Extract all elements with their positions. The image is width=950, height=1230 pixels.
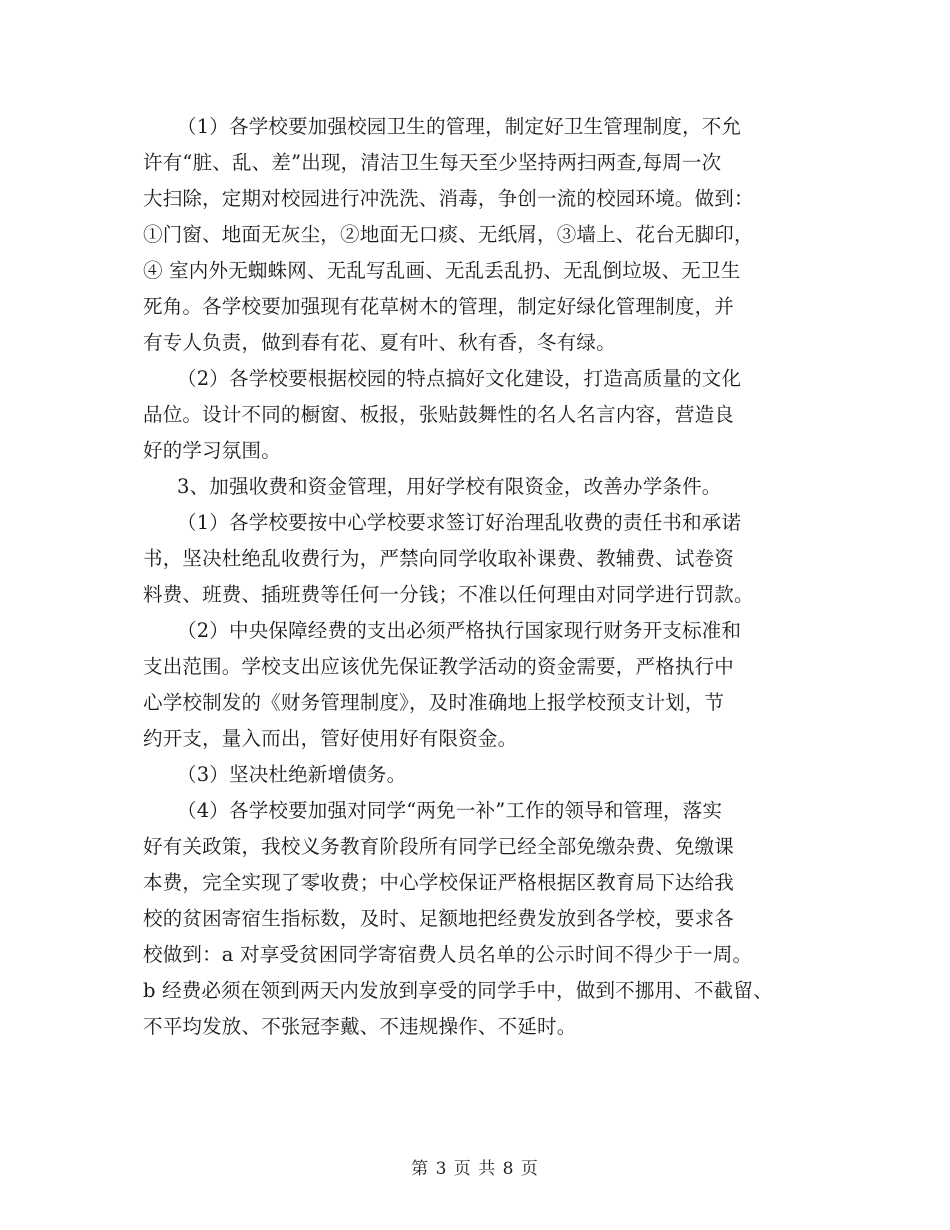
paragraph-line: 校做到：a 对享受贫困同学寄宿费人员名单的公示时间不得少于一周。	[143, 943, 753, 966]
paragraph-line: 料费、班费、插班费等任何一分钱；不准以任何理由对同学进行罚款。	[143, 583, 754, 606]
paragraph-line: 支出范围。学校支出应该优先保证教学活动的资金需要，严格执行中	[143, 655, 735, 678]
paragraph-line: 死角。各学校要加强现有花草树木的管理，制定好绿化管理制度，并	[143, 295, 735, 318]
paragraph-line: b 经费必须在领到两天内发放到享受的同学手中，做到不挪用、不截留、	[143, 979, 773, 1002]
paragraph-line: 好有关政策，我校义务教育阶段所有同学已经全部免缴杂费、免缴课	[143, 835, 735, 858]
paragraph-line: 好的学习氛围。	[143, 439, 281, 462]
paragraph-line: ①门窗、地面无灰尘，②地面无口痰、无纸屑，③墙上、花台无脚印，	[143, 223, 754, 246]
paragraph-line: （2）中央保障经费的支出必须严格执行国家现行财务开支标准和	[177, 619, 742, 642]
paragraph-line: 本费，完全实现了零收费；中心学校保证严格根据区教育局下达给我	[143, 871, 735, 894]
page-number-footer: 第 3 页 共 8 页	[411, 1159, 539, 1179]
section-heading: 3、加强收费和资金管理，用好学校有限资金，改善办学条件。	[177, 475, 722, 498]
paragraph-line: 心学校制发的《财务管理制度》，及时准确地上报学校预支计划，节	[143, 691, 725, 714]
paragraph-line: 有专人负责，做到春有花、夏有叶、秋有香，冬有绿。	[143, 331, 616, 354]
paragraph-line: （1）各学校要按中心学校要求签订好治理乱收费的责任书和承诺	[177, 511, 742, 534]
paragraph-line: 约开支，量入而出，管好使用好有限资金。	[143, 727, 518, 750]
paragraph-line: （4）各学校要加强对同学“两免一补”工作的领导和管理，落实	[177, 799, 723, 822]
paragraph-line: （1）各学校要加强校园卫生的管理，制定好卫生管理制度，不允	[177, 115, 742, 138]
paragraph-line: 许有“脏、乱、差”出现，清洁卫生每天至少坚持两扫两查,每周一次	[143, 151, 722, 174]
paragraph-line: （2）各学校要根据校园的特点搞好文化建设，打造高质量的文化	[177, 367, 742, 390]
paragraph-line: 大扫除，定期对校园进行冲洗洗、消毒，争创一流的校园环境。做到：	[143, 187, 754, 210]
paragraph-line: 校的贫困寄宿生指标数，及时、足额地把经费发放到各学校，要求各	[143, 907, 735, 930]
paragraph-line: （3）坚决杜绝新增债务。	[177, 763, 407, 786]
paragraph-line: 不平均发放、不张冠李戴、不违规操作、不延时。	[143, 1015, 577, 1038]
paragraph-line: ④ 室内外无蜘蛛网、无乱写乱画、无乱丢乱扔、无乱倒垃圾、无卫生	[143, 259, 741, 282]
paragraph-line: 品位。设计不同的橱窗、板报，张贴鼓舞性的名人名言内容，营造良	[143, 403, 735, 426]
paragraph-line: 书，坚决杜绝乱收费行为，严禁向同学收取补课费、教辅费、试卷资	[143, 547, 735, 570]
